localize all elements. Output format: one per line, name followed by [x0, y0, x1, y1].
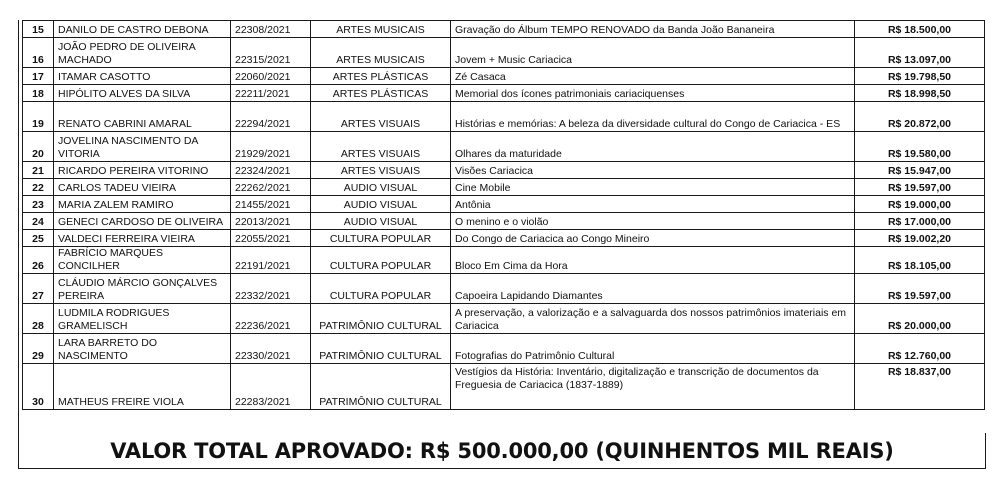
project-title: O menino e o violão [451, 213, 855, 230]
row-number: 22 [23, 179, 54, 196]
approved-projects-table [22, 20, 985, 410]
cultural-area: CULTURA POPULAR [311, 230, 451, 247]
proponent-name: RENATO CABRINI AMARAL [54, 102, 231, 132]
cultural-area: PATRIMÔNIO CULTURAL [311, 334, 451, 364]
proponent-name: RICARDO PEREIRA VITORINO [54, 162, 231, 179]
process-number: 22294/2021 [231, 102, 311, 132]
process-number: 21929/2021 [231, 132, 311, 162]
process-number: 22262/2021 [231, 179, 311, 196]
process-number: 22324/2021 [231, 162, 311, 179]
project-title: A preservação, a valorização e a salvaguarda dos nossos patrimônios imateriais em Cariacica [451, 304, 855, 334]
approved-value: R$ 20.872,00 [855, 102, 985, 132]
approved-value: R$ 19.597,00 [855, 179, 985, 196]
table-row [23, 304, 985, 334]
project-title: Zé Casaca [451, 68, 855, 85]
project-title: Vestígios da História: Inventário, digitalização e transcrição de documentos da Freguesia de Cariacica (1837-1889) [451, 364, 855, 410]
proponent-name: LARA BARRETO DO NASCIMENTO [54, 334, 231, 364]
process-number: 22308/2021 [231, 21, 311, 38]
approved-value: R$ 18.500,00 [855, 21, 985, 38]
project-title: Antônia [451, 196, 855, 213]
row-number: 18 [23, 85, 54, 102]
row-number: 16 [23, 38, 54, 68]
project-title: Bloco Em Cima da Hora [451, 247, 855, 274]
row-number: 24 [23, 213, 54, 230]
row-number: 19 [23, 102, 54, 132]
project-title: Cine Mobile [451, 179, 855, 196]
project-title: Jovem + Music Cariacica [451, 38, 855, 68]
total-approved-banner [18, 433, 986, 469]
approved-value: R$ 19.798,50 [855, 68, 985, 85]
row-number: 27 [23, 274, 54, 304]
proponent-name: DANILO DE CASTRO DEBONA [54, 21, 231, 38]
table-row [23, 162, 985, 179]
table-row [23, 38, 985, 68]
approved-value: R$ 17.000,00 [855, 213, 985, 230]
proponent-name: CLÁUDIO MÁRCIO GONÇALVES PEREIRA [54, 274, 231, 304]
approved-value: R$ 12.760,00 [855, 334, 985, 364]
project-title: Do Congo de Cariacica ao Congo Mineiro [451, 230, 855, 247]
approved-value: R$ 20.000,00 [855, 304, 985, 334]
proponent-name: FABRÍCIO MARQUES CONCILHER [54, 247, 231, 274]
table-row [23, 179, 985, 196]
process-number: 22060/2021 [231, 68, 311, 85]
approved-value: R$ 19.002,20 [855, 230, 985, 247]
project-title: Histórias e memórias: A beleza da diversidade cultural do Congo de Cariacica - ES [451, 102, 855, 132]
cultural-area: ARTES PLÁSTICAS [311, 68, 451, 85]
project-title: Capoeira Lapidando Diamantes [451, 274, 855, 304]
approved-value: R$ 18.837,00 [855, 364, 985, 410]
proponent-name: GENECI CARDOSO DE OLIVEIRA [54, 213, 231, 230]
process-number: 21455/2021 [231, 196, 311, 213]
cultural-area: PATRIMÔNIO CULTURAL [311, 304, 451, 334]
row-number: 15 [23, 21, 54, 38]
table-row [23, 274, 985, 304]
table-row [23, 68, 985, 85]
approved-value: R$ 13.097,00 [855, 38, 985, 68]
cultural-area: ARTES MUSICAIS [311, 21, 451, 38]
cultural-area: ARTES MUSICAIS [311, 38, 451, 68]
table-row [23, 102, 985, 132]
cultural-area: AUDIO VISUAL [311, 179, 451, 196]
row-number: 28 [23, 304, 54, 334]
total-approved-text: VALOR TOTAL APROVADO: R$ 500.000,00 (QUINHENTOS MIL REAIS) [110, 439, 894, 463]
process-number: 22283/2021 [231, 364, 311, 410]
table-left-border [18, 20, 19, 433]
cultural-area: ARTES PLÁSTICAS [311, 85, 451, 102]
proponent-name: VALDECI FERREIRA VIEIRA [54, 230, 231, 247]
cultural-area: CULTURA POPULAR [311, 247, 451, 274]
proponent-name: MARIA ZALEM RAMIRO [54, 196, 231, 213]
table-row [23, 364, 985, 410]
table-row [23, 247, 985, 274]
proponent-name: MATHEUS FREIRE VIOLA [54, 364, 231, 410]
cultural-area: AUDIO VISUAL [311, 196, 451, 213]
table-row [23, 230, 985, 247]
approved-value: R$ 18.998,50 [855, 85, 985, 102]
project-title: Olhares da maturidade [451, 132, 855, 162]
table-row [23, 132, 985, 162]
cultural-area: ARTES VISUAIS [311, 102, 451, 132]
process-number: 22315/2021 [231, 38, 311, 68]
row-number: 29 [23, 334, 54, 364]
cultural-area: CULTURA POPULAR [311, 274, 451, 304]
process-number: 22330/2021 [231, 334, 311, 364]
row-number: 26 [23, 247, 54, 274]
proponent-name: ITAMAR CASOTTO [54, 68, 231, 85]
cultural-area: PATRIMÔNIO CULTURAL [311, 364, 451, 410]
project-title: Fotografias do Patrimônio Cultural [451, 334, 855, 364]
project-title: Gravação do Álbum TEMPO RENOVADO da Banda João Bananeira [451, 21, 855, 38]
row-number: 21 [23, 162, 54, 179]
row-number: 23 [23, 196, 54, 213]
row-number: 20 [23, 132, 54, 162]
row-number: 30 [23, 364, 54, 410]
approved-value: R$ 19.000,00 [855, 196, 985, 213]
proponent-name: JOVELINA NASCIMENTO DA VITORIA [54, 132, 231, 162]
approved-value: R$ 15.947,00 [855, 162, 985, 179]
table-row [23, 21, 985, 38]
approved-value: R$ 19.597,00 [855, 274, 985, 304]
cultural-area: ARTES VISUAIS [311, 162, 451, 179]
table-row [23, 85, 985, 102]
proponent-name: HIPÓLITO ALVES DA SILVA [54, 85, 231, 102]
process-number: 22236/2021 [231, 304, 311, 334]
row-number: 25 [23, 230, 54, 247]
cultural-area: AUDIO VISUAL [311, 213, 451, 230]
table-row [23, 334, 985, 364]
process-number: 22191/2021 [231, 247, 311, 274]
process-number: 22211/2021 [231, 85, 311, 102]
process-number: 22055/2021 [231, 230, 311, 247]
row-number: 17 [23, 68, 54, 85]
approved-value: R$ 19.580,00 [855, 132, 985, 162]
table-row [23, 196, 985, 213]
proponent-name: LUDMILA RODRIGUES GRAMELISCH [54, 304, 231, 334]
cultural-area: ARTES VISUAIS [311, 132, 451, 162]
table-row [23, 213, 985, 230]
proponent-name: JOÃO PEDRO DE OLIVEIRA MACHADO [54, 38, 231, 68]
process-number: 22013/2021 [231, 213, 311, 230]
project-title: Visões Cariacica [451, 162, 855, 179]
proponent-name: CARLOS TADEU VIEIRA [54, 179, 231, 196]
project-title: Memorial dos ícones patrimoniais cariaciquenses [451, 85, 855, 102]
approved-value: R$ 18.105,00 [855, 247, 985, 274]
approved-projects-table-wrapper [18, 20, 986, 410]
process-number: 22332/2021 [231, 274, 311, 304]
